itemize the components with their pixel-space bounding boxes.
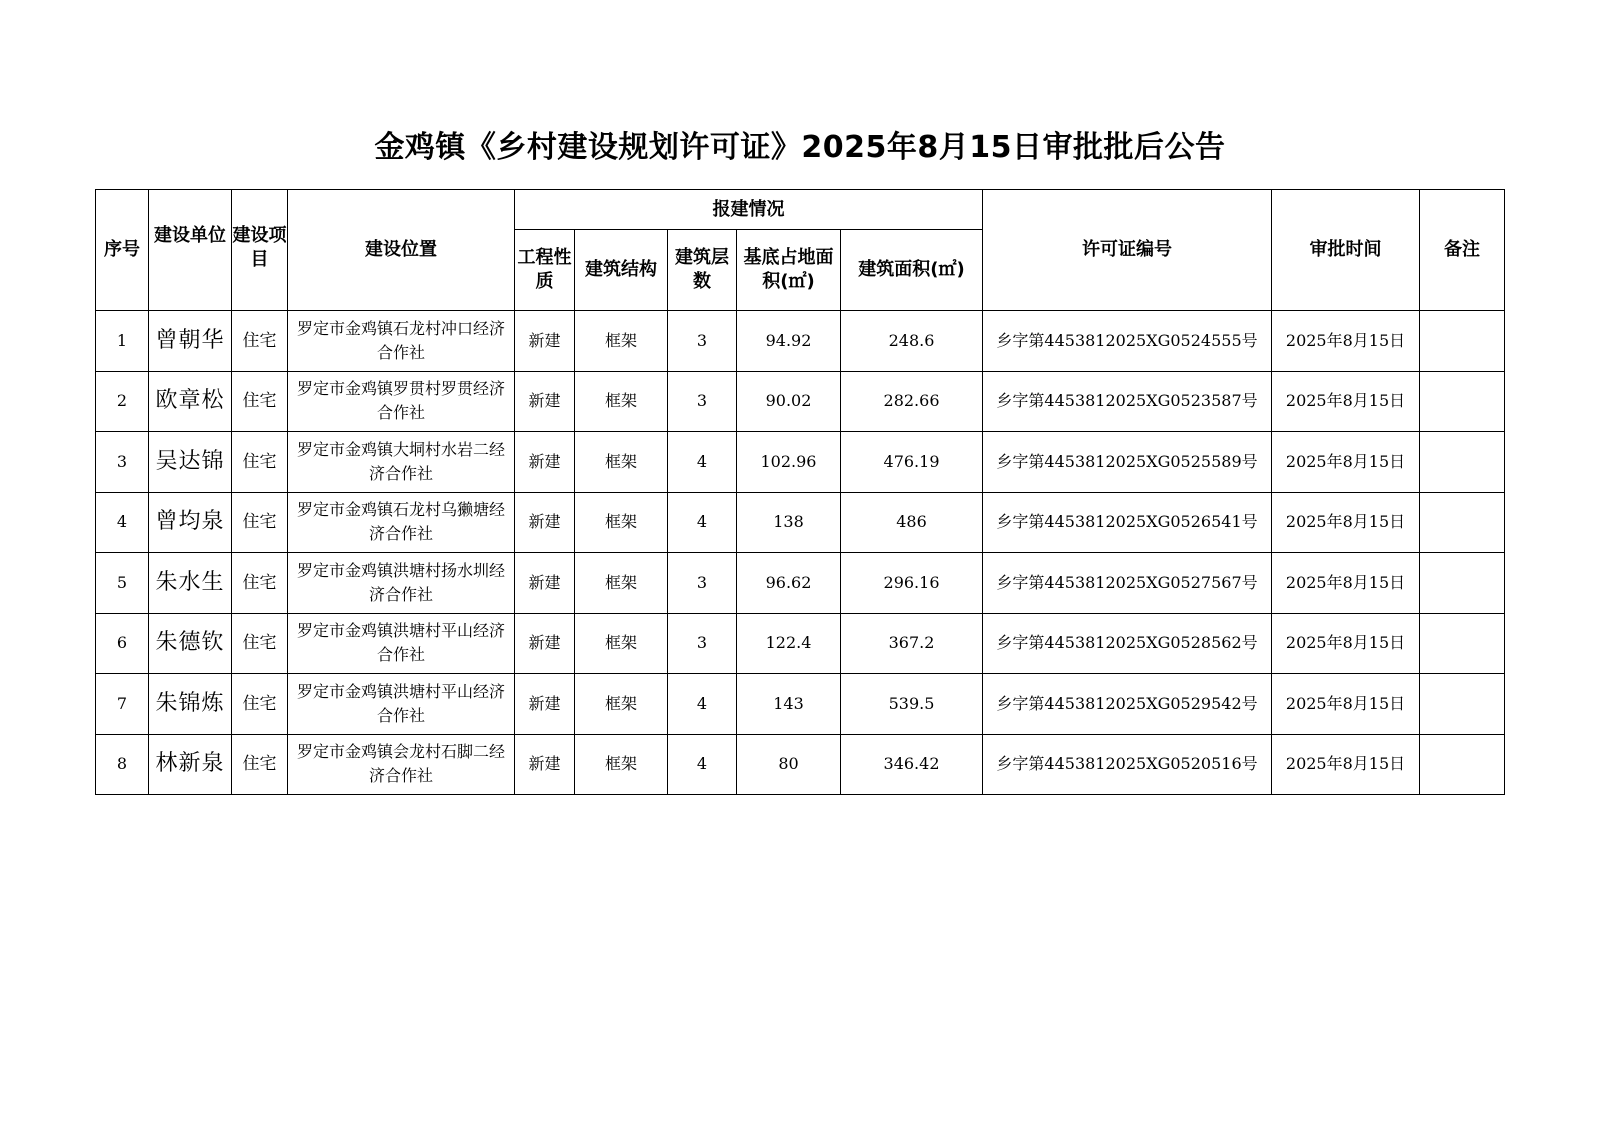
cell-nature: 新建: [515, 311, 575, 372]
cell-floor-area: 476.19: [841, 432, 983, 493]
cell-structure: 框架: [575, 613, 668, 674]
cell-nature: 新建: [515, 553, 575, 614]
cell-structure: 框架: [575, 311, 668, 372]
cell-date: 2025年8月15日: [1272, 432, 1420, 493]
header-structure: 建筑结构: [575, 230, 668, 311]
cell-remark: [1420, 371, 1505, 432]
cell-nature: 新建: [515, 432, 575, 493]
cell-base-area: 96.62: [737, 553, 841, 614]
cell-base-area: 138: [737, 492, 841, 553]
cell-project: 住宅: [232, 371, 288, 432]
cell-remark: [1420, 734, 1505, 795]
cell-seq: 4: [96, 492, 149, 553]
cell-base-area: 80: [737, 734, 841, 795]
header-nature: 工程性质: [515, 230, 575, 311]
cell-seq: 7: [96, 674, 149, 735]
cell-unit: 朱德钦: [149, 613, 232, 674]
cell-structure: 框架: [575, 432, 668, 493]
cell-structure: 框架: [575, 371, 668, 432]
cell-project: 住宅: [232, 492, 288, 553]
cell-project: 住宅: [232, 734, 288, 795]
cell-nature: 新建: [515, 674, 575, 735]
cell-permit: 乡字第4453812025XG0528562号: [983, 613, 1272, 674]
cell-unit: 吴达锦: [149, 432, 232, 493]
header-base-area: 基底占地面积(㎡): [737, 230, 841, 311]
header-location: 建设位置: [288, 190, 515, 311]
cell-seq: 1: [96, 311, 149, 372]
cell-date: 2025年8月15日: [1272, 674, 1420, 735]
table-row: [96, 492, 1505, 553]
cell-date: 2025年8月15日: [1272, 311, 1420, 372]
cell-unit: 曾均泉: [149, 492, 232, 553]
cell-date: 2025年8月15日: [1272, 492, 1420, 553]
table-row: [96, 613, 1505, 674]
header-seq: 序号: [96, 190, 149, 311]
cell-floors: 3: [668, 311, 737, 372]
cell-unit: 欧章松: [149, 371, 232, 432]
cell-structure: 框架: [575, 492, 668, 553]
cell-permit: 乡字第4453812025XG0529542号: [983, 674, 1272, 735]
page-title: 金鸡镇《乡村建设规划许可证》2025年8月15日审批批后公告: [374, 130, 1226, 165]
header-permit: 许可证编号: [983, 190, 1272, 311]
table-row: [96, 371, 1505, 432]
cell-location: 罗定市金鸡镇洪塘村平山经济合作社: [288, 613, 515, 674]
cell-floor-area: 248.6: [841, 311, 983, 372]
cell-permit: 乡字第4453812025XG0523587号: [983, 371, 1272, 432]
cell-date: 2025年8月15日: [1272, 371, 1420, 432]
cell-location: 罗定市金鸡镇石龙村冲口经济合作社: [288, 311, 515, 372]
cell-date: 2025年8月15日: [1272, 734, 1420, 795]
cell-date: 2025年8月15日: [1272, 553, 1420, 614]
cell-date: 2025年8月15日: [1272, 613, 1420, 674]
permit-table: [95, 189, 1505, 795]
header-group: 报建情况: [515, 190, 983, 230]
cell-base-area: 94.92: [737, 311, 841, 372]
table-row: [96, 674, 1505, 735]
cell-floors: 4: [668, 432, 737, 493]
cell-floor-area: 296.16: [841, 553, 983, 614]
cell-nature: 新建: [515, 492, 575, 553]
cell-location: 罗定市金鸡镇洪塘村扬水圳经济合作社: [288, 553, 515, 614]
cell-structure: 框架: [575, 674, 668, 735]
header-date: 审批时间: [1272, 190, 1420, 311]
header-remark: 备注: [1420, 190, 1505, 311]
cell-floors: 3: [668, 553, 737, 614]
cell-seq: 6: [96, 613, 149, 674]
cell-base-area: 102.96: [737, 432, 841, 493]
cell-location: 罗定市金鸡镇石龙村乌獭塘经济合作社: [288, 492, 515, 553]
cell-unit: 曾朝华: [149, 311, 232, 372]
cell-remark: [1420, 492, 1505, 553]
cell-seq: 8: [96, 734, 149, 795]
cell-seq: 3: [96, 432, 149, 493]
table-row: [96, 553, 1505, 614]
cell-floors: 4: [668, 734, 737, 795]
cell-base-area: 143: [737, 674, 841, 735]
table-row: [96, 432, 1505, 493]
cell-floor-area: 486: [841, 492, 983, 553]
cell-floor-area: 346.42: [841, 734, 983, 795]
cell-floor-area: 539.5: [841, 674, 983, 735]
cell-unit: 林新泉: [149, 734, 232, 795]
cell-floor-area: 282.66: [841, 371, 983, 432]
cell-floor-area: 367.2: [841, 613, 983, 674]
header-project: 建设项目: [232, 190, 288, 311]
table-row: [96, 734, 1505, 795]
cell-location: 罗定市金鸡镇会龙村石脚二经济合作社: [288, 734, 515, 795]
cell-location: 罗定市金鸡镇洪塘村平山经济合作社: [288, 674, 515, 735]
cell-remark: [1420, 674, 1505, 735]
cell-project: 住宅: [232, 674, 288, 735]
cell-nature: 新建: [515, 734, 575, 795]
cell-base-area: 122.4: [737, 613, 841, 674]
cell-nature: 新建: [515, 371, 575, 432]
cell-nature: 新建: [515, 613, 575, 674]
cell-floors: 3: [668, 613, 737, 674]
cell-remark: [1420, 613, 1505, 674]
cell-seq: 5: [96, 553, 149, 614]
table-row: [96, 311, 1505, 372]
cell-location: 罗定市金鸡镇大垌村水岩二经济合作社: [288, 432, 515, 493]
cell-unit: 朱水生: [149, 553, 232, 614]
cell-location: 罗定市金鸡镇罗贯村罗贯经济合作社: [288, 371, 515, 432]
cell-remark: [1420, 553, 1505, 614]
cell-floors: 4: [668, 492, 737, 553]
cell-permit: 乡字第4453812025XG0525589号: [983, 432, 1272, 493]
header-floors: 建筑层数: [668, 230, 737, 311]
cell-unit: 朱锦炼: [149, 674, 232, 735]
cell-base-area: 90.02: [737, 371, 841, 432]
header-row-1: [96, 190, 1505, 230]
cell-remark: [1420, 311, 1505, 372]
cell-floors: 3: [668, 371, 737, 432]
cell-project: 住宅: [232, 613, 288, 674]
cell-project: 住宅: [232, 432, 288, 493]
header-unit: 建设单位: [149, 190, 232, 311]
cell-permit: 乡字第4453812025XG0520516号: [983, 734, 1272, 795]
cell-permit: 乡字第4453812025XG0524555号: [983, 311, 1272, 372]
cell-structure: 框架: [575, 553, 668, 614]
cell-floors: 4: [668, 674, 737, 735]
header-floor-area: 建筑面积(㎡): [841, 230, 983, 311]
cell-structure: 框架: [575, 734, 668, 795]
cell-remark: [1420, 432, 1505, 493]
cell-project: 住宅: [232, 553, 288, 614]
cell-permit: 乡字第4453812025XG0527567号: [983, 553, 1272, 614]
cell-seq: 2: [96, 371, 149, 432]
cell-permit: 乡字第4453812025XG0526541号: [983, 492, 1272, 553]
cell-project: 住宅: [232, 311, 288, 372]
